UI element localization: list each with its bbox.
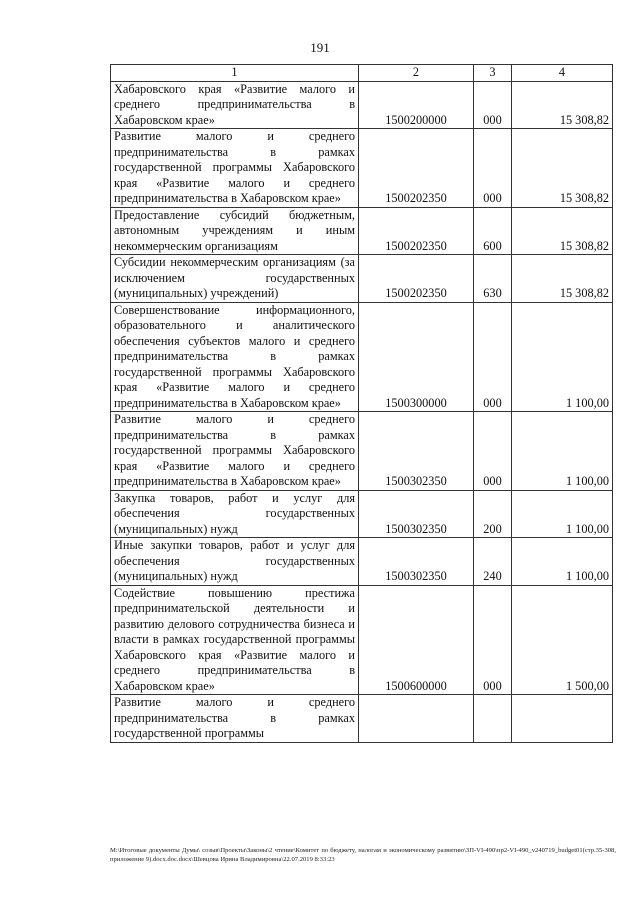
page-number: 191 — [310, 40, 330, 55]
row-vr: 000 — [474, 302, 512, 412]
table-row — [111, 302, 613, 412]
row-code: 1500200000 — [359, 81, 474, 129]
row-code — [359, 695, 474, 743]
row-name: Предоставление субсидий бюджетным, автономным учреждениям и иным некоммерческим организациям — [111, 207, 359, 255]
row-name: Хабаровского края «Развитие малого и среднего предпринимательства в Хабаровском крае» — [111, 81, 359, 129]
column-header-name: 1 — [111, 65, 359, 82]
table-row — [111, 412, 613, 491]
table-header-row — [111, 65, 613, 82]
column-header-vr: 3 — [474, 65, 512, 82]
row-vr: 000 — [474, 585, 512, 695]
row-code: 1500302350 — [359, 412, 474, 491]
table-row — [111, 695, 613, 743]
table-row — [111, 207, 613, 255]
row-vr: 000 — [474, 81, 512, 129]
table-row — [111, 538, 613, 586]
row-vr: 000 — [474, 129, 512, 208]
row-name: Развитие малого и среднего предпринимательства в рамках государственной программы — [111, 695, 359, 743]
row-name: Развитие малого и среднего предпринимательства в рамках государственной программы Хабаровского края «Развитие малого и среднего предпринимательства в Хабаровском крае» — [111, 129, 359, 208]
row-code: 1500202350 — [359, 255, 474, 303]
row-code: 1500300000 — [359, 302, 474, 412]
table-row — [111, 129, 613, 208]
row-code: 1500202350 — [359, 207, 474, 255]
row-sum: 15 308,82 — [512, 207, 613, 255]
budget-table — [110, 64, 613, 743]
column-header-sum: 4 — [512, 65, 613, 82]
row-sum: 1 100,00 — [512, 302, 613, 412]
row-name: Совершенствование информационного, образовательного и аналитического обеспечения субъектов малого и среднего предпринимательства в рамках государственной программы Хабаровского края «Развитие малого и среднего предпринимательства в Хабаровском крае» — [111, 302, 359, 412]
row-name: Субсидии некоммерческим организациям (за исключением государственных (муниципальных) учреждений) — [111, 255, 359, 303]
row-vr: 630 — [474, 255, 512, 303]
column-header-code: 2 — [359, 65, 474, 82]
row-sum: 15 308,82 — [512, 255, 613, 303]
document-path-footer: M:\Итоговые документы Думы\ созыв\Проекты\Законы\2 чтение\Комитет по бюджету, налогам и экономическому развитию\ЗП-VI-490\пр2-VI-490_v240719_budget01(стр.35-308, приложение 9).docx.doc.docx\Шевцова Ирина Владимировна\22.07.2019 8:33:23 — [110, 847, 616, 863]
row-vr: 240 — [474, 538, 512, 586]
row-sum: 1 100,00 — [512, 538, 613, 586]
row-name: Развитие малого и среднего предпринимательства в рамках государственной программы Хабаровского края «Развитие малого и среднего предпринимательства в Хабаровском крае» — [111, 412, 359, 491]
row-sum: 1 500,00 — [512, 585, 613, 695]
row-code: 1500600000 — [359, 585, 474, 695]
row-vr — [474, 695, 512, 743]
table-row — [111, 490, 613, 538]
row-name: Закупка товаров, работ и услуг для обеспечения государственных (муниципальных) нужд — [111, 490, 359, 538]
row-sum: 1 100,00 — [512, 412, 613, 491]
row-code: 1500302350 — [359, 538, 474, 586]
row-vr: 000 — [474, 412, 512, 491]
row-sum: 15 308,82 — [512, 129, 613, 208]
row-code: 1500302350 — [359, 490, 474, 538]
row-code: 1500202350 — [359, 129, 474, 208]
row-vr: 200 — [474, 490, 512, 538]
row-name: Содействие повышению престижа предпринимательской деятельности и развитию делового сотрудничества бизнеса и власти в рамках государственной программы Хабаровского края «Развитие малого и среднего предпринимательства в Хабаровском крае» — [111, 585, 359, 695]
table-row — [111, 255, 613, 303]
row-vr: 600 — [474, 207, 512, 255]
table-row — [111, 585, 613, 695]
table-row — [111, 81, 613, 129]
row-name: Иные закупки товаров, работ и услуг для обеспечения государственных (муниципальных) нужд — [111, 538, 359, 586]
row-sum — [512, 695, 613, 743]
row-sum: 1 100,00 — [512, 490, 613, 538]
row-sum: 15 308,82 — [512, 81, 613, 129]
